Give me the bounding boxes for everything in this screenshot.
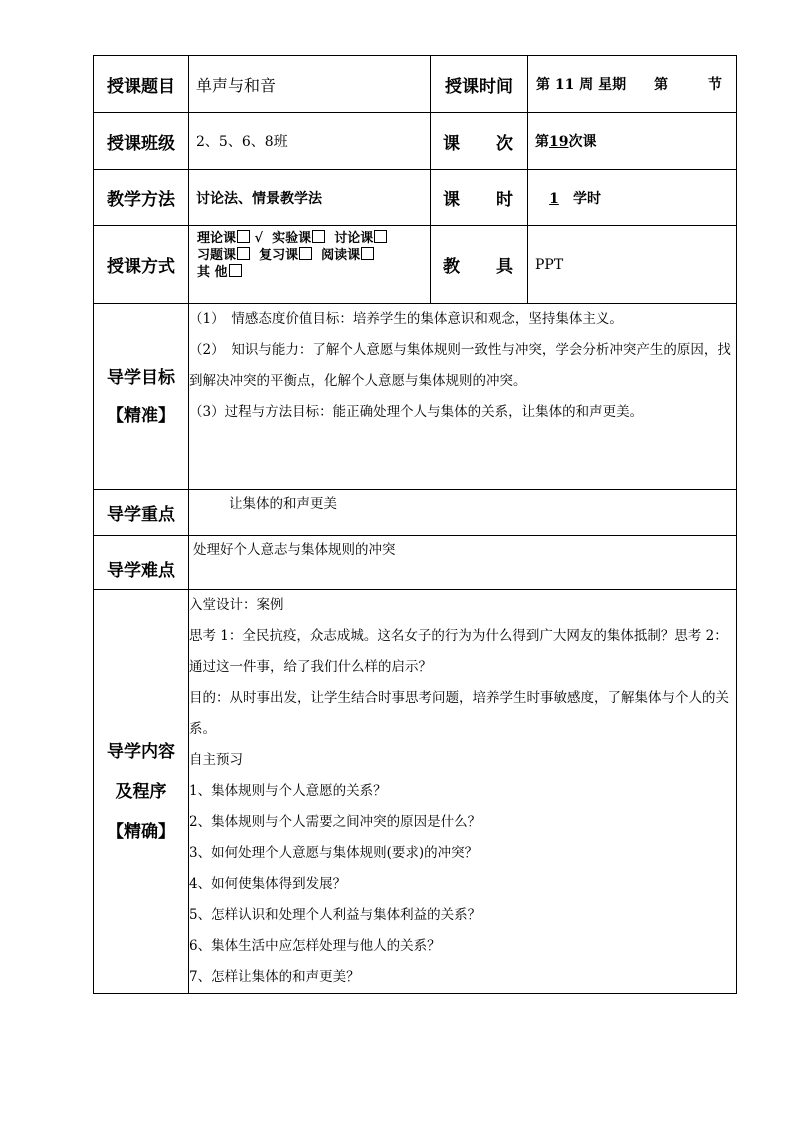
content-label: [94, 590, 189, 994]
objectives-label-line1: 导学目标: [107, 367, 175, 388]
mode-review: 复习课: [259, 248, 299, 263]
topic-label: 授课题目: [94, 56, 189, 113]
mode-other: 其 他: [197, 265, 228, 280]
content-line: 4、如何使集体得到发展？: [189, 876, 347, 892]
session-number: 19: [549, 134, 569, 150]
session-label: [431, 113, 528, 170]
session-label-b: 次: [496, 133, 513, 154]
content-line: 7、怎样让集体的和声更美？: [189, 969, 360, 985]
content-line: 3、如何处理个人意愿与集体规则(要求)的冲突？: [189, 845, 479, 861]
mode-check: √: [254, 231, 264, 246]
checkbox-discussion: [374, 230, 387, 243]
row-topic: [94, 56, 737, 113]
checkbox-reading: [361, 247, 374, 260]
row-difficulty: [94, 536, 737, 590]
session-prefix: 第: [535, 134, 549, 150]
row-method: [94, 170, 737, 226]
checkbox-review: [299, 247, 312, 260]
content-label-line3: 【精确】: [107, 821, 175, 842]
session-value: [528, 113, 737, 170]
content-line: 5、怎样认识和处理个人利益与集体利益的关系？: [189, 907, 482, 923]
class-value: 2、5、6、8班: [189, 113, 431, 170]
hours-suffix: 学时: [573, 190, 601, 207]
content-line: 6、集体生活中应怎样处理与他人的关系？: [189, 938, 441, 954]
objective-1: （1） 情感态度价值目标：培养学生的集体意识和观念，坚持集体主义。: [189, 311, 623, 327]
mode-discussion: 讨论课: [334, 231, 374, 246]
checkbox-experiment: [312, 230, 325, 243]
hours-label-a: 课: [443, 190, 460, 210]
tools-label-b: 具: [496, 257, 513, 277]
row-objectives: [94, 304, 737, 490]
method-value: 讨论法、情景教学法: [189, 170, 431, 226]
time-value: [528, 56, 737, 113]
time-jie: 节: [708, 77, 722, 93]
row-class: [94, 113, 737, 170]
content-body: [189, 590, 737, 994]
method-label: 教学方法: [94, 170, 189, 226]
lesson-plan-table: [93, 55, 737, 994]
tools-label-a: 教: [443, 257, 460, 277]
mode-theory: 理论课: [197, 231, 237, 246]
time-label: 授课时间: [431, 56, 528, 113]
content-line: 2、集体规则与个人需要之间冲突的原因是什么？: [189, 814, 482, 830]
tools-value: PPT: [528, 226, 737, 304]
mode-label: 授课方式: [94, 226, 189, 304]
checkbox-exercise: [237, 247, 250, 260]
checkbox-theory: [237, 230, 250, 243]
row-mode: [94, 226, 737, 304]
content-label-line1: 导学内容: [107, 741, 175, 762]
topic-value: 单声与和音: [189, 56, 431, 113]
session-label-a: 课: [443, 133, 460, 154]
mode-experiment: 实验课: [272, 231, 312, 246]
hours-value: [528, 170, 737, 226]
objective-3: （3）过程与方法目标：能正确处理个人与集体的关系，让集体的和声更美。: [189, 404, 644, 420]
content-line: 1、集体规则与个人意愿的关系？: [189, 783, 387, 799]
mode-exercise: 习题课: [197, 248, 237, 263]
difficulty-label: 导学难点: [94, 536, 189, 590]
content-line: 自主预习: [189, 752, 243, 768]
content-label-line2: 及程序: [115, 781, 167, 802]
mode-options: [189, 226, 431, 304]
hours-number: 1: [549, 190, 559, 207]
objectives-content: [189, 304, 737, 490]
content-line: 目的：从时事出发，让学生结合时事思考问题，培养学生时事敏感度，了解集体与个人的关系。: [189, 690, 729, 737]
hours-label-b: 时: [496, 190, 513, 210]
objectives-label-line2: 【精准】: [107, 405, 175, 426]
objective-2: （2） 知识与能力：了解个人意愿与集体规则一致性与冲突，学会分析冲突产生的原因，找到解决冲突的平衡点，化解个人意愿与集体规则的冲突。: [189, 342, 731, 389]
session-suffix: 次课: [568, 134, 597, 150]
content-line: 思考 1：全民抗疫，众志成城。这名女子的行为为什么得到广大网友的集体抵制？思考 2：通过这一件事，给了我们什么样的启示？: [189, 628, 728, 675]
row-content: [94, 590, 737, 994]
time-week: 第 11 周 星期: [536, 77, 627, 93]
time-di: 第: [654, 77, 669, 93]
tools-label: [431, 226, 528, 304]
class-label: 授课班级: [94, 113, 189, 170]
row-key-point: [94, 490, 737, 536]
content-line: 入堂设计：案例: [189, 597, 284, 613]
key-point-label: 导学重点: [94, 490, 189, 536]
checkbox-other: [229, 264, 242, 277]
objectives-label: [94, 304, 189, 490]
mode-reading: 阅读课: [321, 248, 361, 263]
difficulty-value: 处理好个人意志与集体规则的冲突: [189, 536, 737, 590]
key-point-value: 让集体的和声更美: [189, 490, 737, 536]
hours-label: [431, 170, 528, 226]
